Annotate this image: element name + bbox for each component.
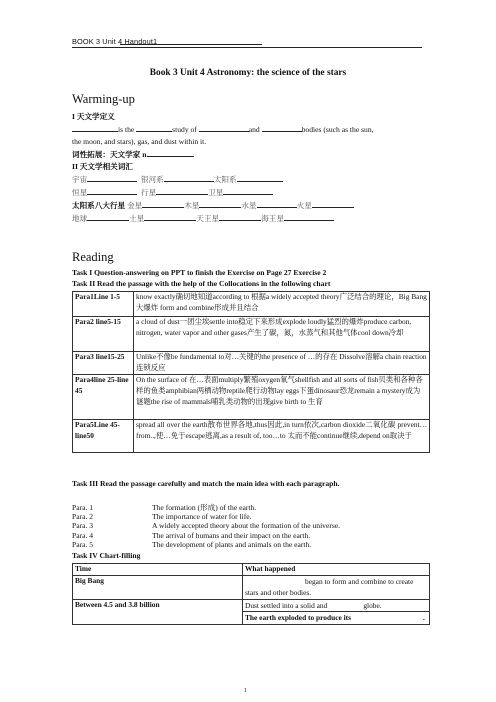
list-item: Para. 1 The formation (形成) of the earth. <box>72 503 257 512</box>
definition-line: is the study of and bodies (such as the sun, <box>72 123 432 136</box>
blank[interactable] <box>87 173 137 182</box>
collocations-table <box>72 291 430 453</box>
subsection-vocabulary: II 天文学相关词汇 <box>72 162 133 171</box>
document-title: Book 3 Unit 4 Astronomy: the science of the stars <box>149 68 347 78</box>
blank[interactable] <box>72 123 118 132</box>
table-row: Time What happened <box>73 564 430 576</box>
blank[interactable] <box>144 212 196 221</box>
chart-filling-table <box>72 563 430 625</box>
blank[interactable] <box>148 148 194 157</box>
definition-line-2: the moon, and stars), gas, and dust within it. <box>72 137 207 146</box>
table-row: Para2 line5-15 a cloud of dust一团尘埃settle into稳定下来形成explode loudly猛烈的爆炸produce carbon, nitrogen, water vapor and other gases产生了碳，氮，水蒸气和其他气体cool down冷却 <box>73 317 430 352</box>
blank[interactable] <box>257 199 297 208</box>
blank[interactable] <box>142 199 184 208</box>
header-underline <box>120 44 262 45</box>
warmup-body <box>72 111 432 225</box>
task-3-heading: Task III Read the passage carefully and match the main idea with each paragraph. <box>72 479 340 488</box>
list-item: Para. 5 The development of plants and animals on the earth. <box>72 539 312 549</box>
header-rule <box>72 47 422 48</box>
table-row: Big Bang began to form and combine to create stars and other bodies. <box>73 576 430 600</box>
task-4-heading: Task IV Chart-filling <box>72 551 141 560</box>
blank[interactable] <box>164 173 214 182</box>
blank[interactable] <box>223 186 273 195</box>
word-extension: 词性拓展：天文学家 n. <box>72 148 432 161</box>
blank[interactable] <box>245 576 305 584</box>
subsection-definition: I 天文学定义 <box>72 112 115 121</box>
running-header: BOOK 3 Unit 4 Handout1 <box>72 37 158 46</box>
blank[interactable] <box>312 199 354 208</box>
task-1-heading: Task I Question-answering on PPT to finish the Exercise on Page 27 Exercise 2 <box>72 268 327 277</box>
list-item: Para. 4 The arrival of humans and their impact on the earth. <box>72 530 311 540</box>
table-row: The earth exploded to produce its . <box>73 612 430 625</box>
blank[interactable] <box>351 612 423 620</box>
blank[interactable] <box>262 123 302 132</box>
table-row: Between 4.5 and 3.8 billion Dust settled into a solid and globe. <box>73 599 430 612</box>
table-row: Para3 line15-25 Unlike不像be fundamental to对…关键的the presence of …的存在 Dissolve溶解a chain reaction连锁反应 <box>73 352 430 375</box>
list-item: Para. 3 A widely accepted theory about the formation of the universe. <box>72 521 341 531</box>
table-row: Para5Line 45-line50 spread all over the earth散布世界各地,thus因此,in turn依次,carbon dioxide二氧化碳 prevent…from..,使…免于escape逃离,as a result of, too…to 太而不能continue继续,depend on取决于 <box>73 420 430 453</box>
planets-row-2: 地球 土星 天王星 海王星 <box>72 212 432 225</box>
vocab-row-1: 宇宙 银河系 太阳系 <box>72 173 432 186</box>
blank[interactable] <box>87 212 129 221</box>
task-2-heading: Task II Read the passage with the help of the Collocations in the following chart <box>72 279 331 288</box>
table-row: Para4line 25-line 45 On the surface of 在…表面multiply繁殖oxygen氧气shellfish and all sorts of fish贝类和各种各样的鱼类amphibian两栖动物reptile爬行动物lay eggs下蛋dinosaur恐龙remain a mystery成为谜题the rise of mammals哺乳类动物的出现give birth to 生育 <box>73 375 430 420</box>
blank[interactable] <box>284 212 334 221</box>
blank[interactable] <box>327 600 363 608</box>
paragraph-match-list <box>72 503 340 549</box>
planets-row-1: 太阳系八大行星 金星 木星 水星 火星 <box>72 199 432 212</box>
blank[interactable] <box>199 123 249 132</box>
page-number: 1 <box>244 688 247 694</box>
section-heading-reading: Reading <box>72 250 114 264</box>
section-heading-warmup: Warming-up <box>72 92 135 106</box>
blank[interactable] <box>237 173 283 182</box>
list-item: Para. 2 The importance of water for life. <box>72 512 252 522</box>
vocab-row-2: 恒星 行星 卫星 <box>72 186 432 199</box>
blank[interactable] <box>136 123 172 132</box>
blank[interactable] <box>87 186 137 195</box>
table-row: Para1Line 1-5 know exactly确切地知道according to 根据a widely accepted theory广泛结合的理论，Big Bang大爆炸 form and combine形成并且结合 <box>73 292 430 317</box>
blank[interactable] <box>219 212 261 221</box>
blank[interactable] <box>199 199 241 208</box>
blank[interactable] <box>156 186 208 195</box>
